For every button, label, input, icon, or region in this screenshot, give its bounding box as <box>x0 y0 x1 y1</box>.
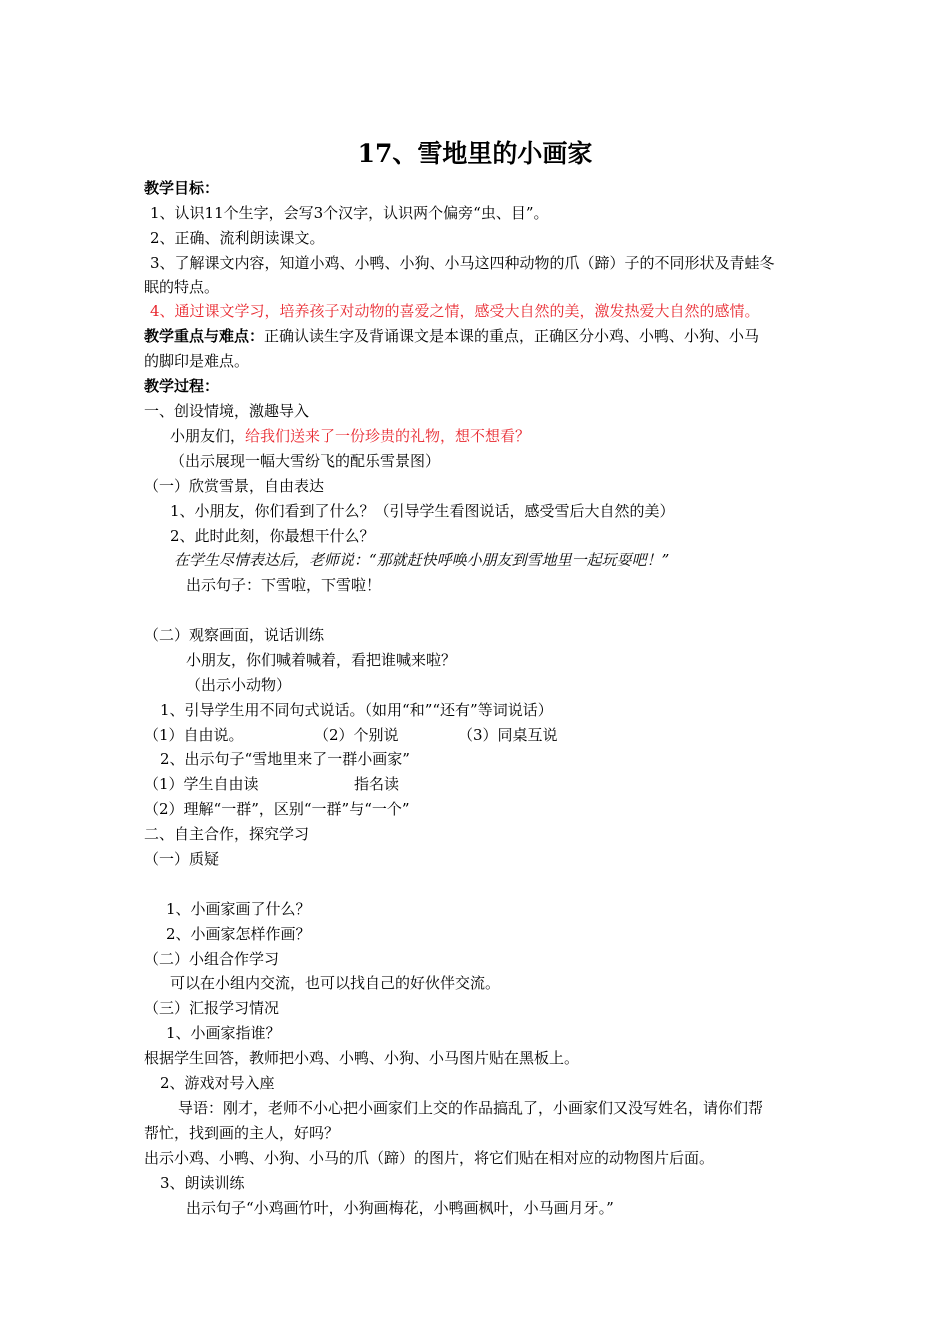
subsection-heading: （二）观察画面，说话训练 <box>144 626 325 644</box>
goal-item: 3、了解课文内容，知道小鸡、小鸭、小狗、小马这四种动物的爪（蹄）子的不同形状及青蛙冬 <box>150 254 775 272</box>
section-heading: 一、创设情境，激趣导入 <box>144 402 310 420</box>
text-line: 1、引导学生用不同句式说话。（如用“和”“还有”等词说话） <box>160 701 553 719</box>
text-line: 可以在小组内交流，也可以找自己的好伙伴交流。 <box>170 974 501 992</box>
text-line: 1、小画家指谁？ <box>166 1024 281 1042</box>
text-line: 小朋友，你们喊着喊着，看把谁喊来啦？ <box>186 651 457 669</box>
text-line: 出示句子“小鸡画竹叶，小狗画梅花，小鸭画枫叶，小马画月牙。” <box>186 1199 614 1217</box>
keypoints-heading: 教学重点与难点： <box>144 327 265 345</box>
process-heading: 教学过程： <box>144 377 220 395</box>
goal-item-highlight: 4、通过课文学习，培养孩子对动物的喜爱之情，感受大自然的美，激发热爱大自然的感情。 <box>150 302 760 320</box>
text-line: 3、朗读训练 <box>160 1174 245 1192</box>
text-line: 1、小朋友，你们看到了什么？（引导学生看图说话，感受雪后大自然的美） <box>170 502 675 520</box>
intro-text: 小朋友们， <box>170 427 246 445</box>
subsection-heading: （二）小组合作学习 <box>144 950 280 968</box>
text-line: （出示小动物） <box>186 676 292 694</box>
text-line: 根据学生回答，教师把小鸡、小鸭、小狗、小马图片贴在黑板上。 <box>144 1049 580 1067</box>
keypoints-text: 正确认读生字及背诵课文是本课的重点，正确区分小鸡、小鸭、小狗、小马 <box>264 327 760 345</box>
subsection-heading: （三）汇报学习情况 <box>144 999 280 1017</box>
text-line: （2）个别说 <box>314 726 399 744</box>
goal-item: 2、正确、流利朗读课文。 <box>150 229 325 247</box>
text-line: 帮忙，找到画的主人，好吗？ <box>144 1124 340 1142</box>
text-line: 2、出示句子“雪地里来了一群小画家” <box>160 750 410 768</box>
keypoints-continued: 的脚印是难点。 <box>144 352 250 370</box>
text-line: 指名读 <box>354 775 400 793</box>
text-line: （1）自由说。 <box>144 726 244 744</box>
intro-line <box>170 425 530 447</box>
subsection-heading: （一）欣赏雪景，自由表达 <box>144 477 325 495</box>
text-line: 2、小画家怎样作画？ <box>166 925 311 943</box>
text-line: 出示小鸡、小鸭、小狗、小马的爪（蹄）的图片，将它们贴在相对应的动物图片后面。 <box>144 1149 715 1167</box>
text-line: 2、此时此刻，你最想干什么？ <box>170 527 375 545</box>
text-line: 2、游戏对号入座 <box>160 1074 275 1092</box>
text-line: 导语：刚才，老师不小心把小画家们上交的作品搞乱了，小画家们又没写姓名，请你们帮 <box>178 1099 764 1117</box>
goals-heading: 教学目标： <box>144 179 220 197</box>
section-heading: 二、自主合作，探究学习 <box>144 825 310 843</box>
goal-item-continued: 眠的特点。 <box>144 278 220 296</box>
subsection-heading: （一）质疑 <box>144 850 220 868</box>
intro-highlight: 给我们送来了一份珍贵的礼物，想不想看？ <box>245 427 531 445</box>
text-line: （2）理解“一群”，区别“一群”与“一个” <box>144 800 410 818</box>
goal-item: 1、认识11个生字，会写3个汉字，认识两个偏旁“虫、目”。 <box>150 204 549 222</box>
keypoints-line <box>144 325 759 347</box>
text-line: 在学生尽情表达后，老师说：“那就赶快呼唤小朋友到雪地里一起玩耍吧！” <box>174 551 670 569</box>
text-line: （出示展现一幅大雪纷飞的配乐雪景图） <box>170 452 441 470</box>
text-line: （3）同桌互说 <box>458 726 558 744</box>
text-line: 1、小画家画了什么？ <box>166 900 311 918</box>
page-title: 17、雪地里的小画家 <box>357 139 593 168</box>
text-line: 出示句子：下雪啦，下雪啦！ <box>186 576 382 594</box>
text-line: （1）学生自由读 <box>144 775 259 793</box>
